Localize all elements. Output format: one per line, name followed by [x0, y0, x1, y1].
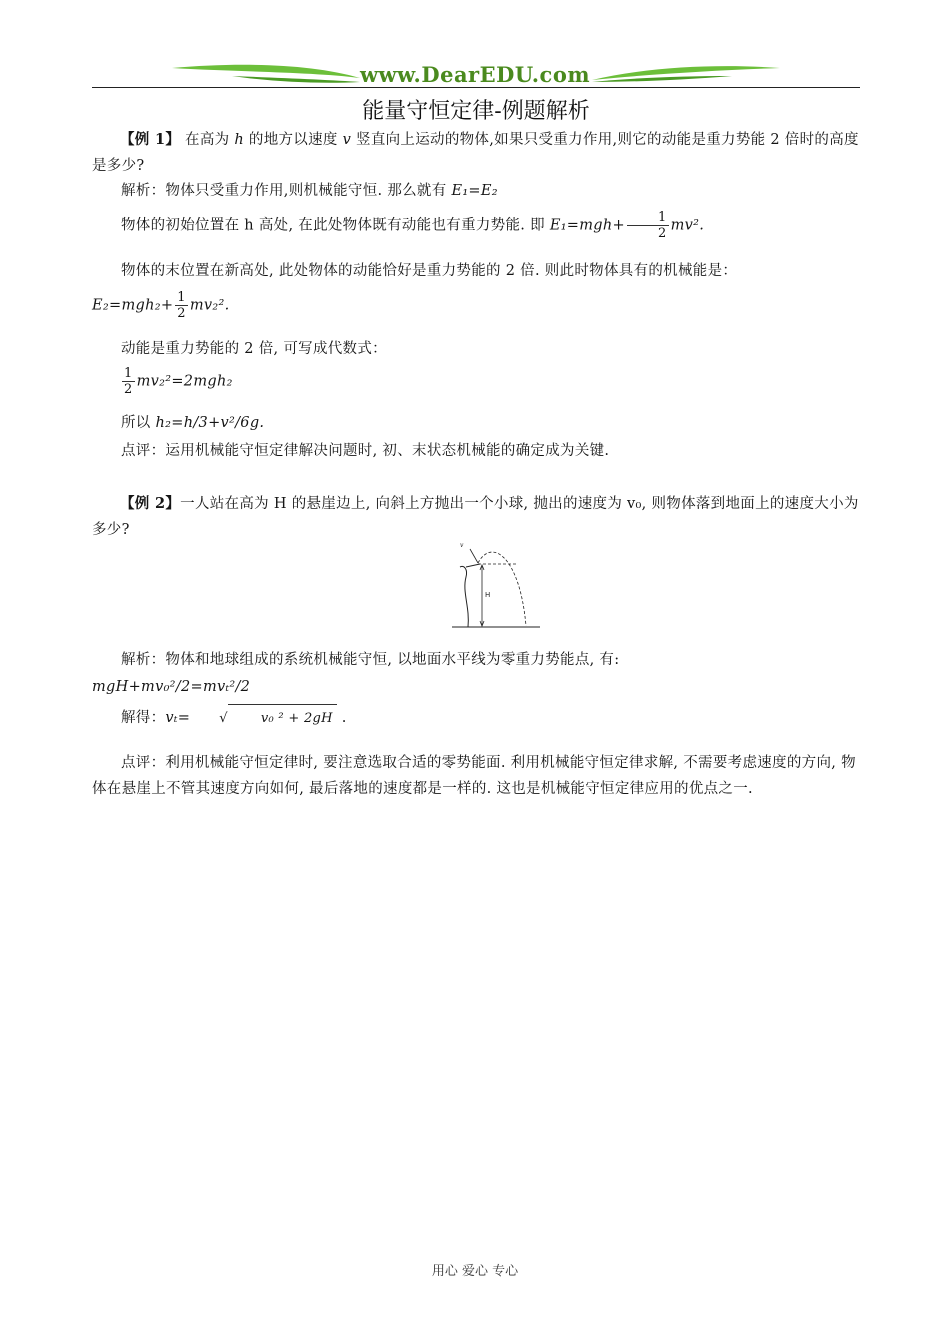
ex1-analysis-3-eq: E₂=mgh₂+ $\frac{1}{2}$ mv₂². — [92, 290, 230, 321]
ex1-question: 【例 1】 在高为 h 的地方以速度 v 竖直向上运动的物体,如果只受重力作用,则它的动能是重力势能 2 倍时的高度是多少? — [92, 131, 859, 174]
page-title: 能量守恒定律-例题解析 — [362, 99, 590, 124]
fraction-half: $\frac{1}{2}$ — [124, 366, 133, 397]
left-swoosh — [172, 65, 360, 78]
page-footer: 用心 爱心 专心 — [431, 1264, 519, 1279]
velocity-arrow — [470, 549, 478, 563]
cliff-diagram — [440, 537, 550, 633]
ex1-analysis-3: 物体的末位置在新高处, 此处物体的动能恰好是重力势能的 2 倍. 则此时物体具有的机械能是： — [121, 263, 738, 279]
left-swoosh-tail — [232, 76, 360, 83]
site-logo[interactable]: www.DearEDU.com — [359, 62, 591, 87]
header-rule — [92, 87, 860, 88]
ex1-label: 【例 1】 — [120, 131, 181, 148]
cliff-outline — [460, 566, 468, 627]
ex1-comment: 点评：运用机械能守恒定律解决问题时, 初、末状态机械能的确定成为关键. — [121, 443, 610, 459]
ex1-analysis-1: 解析：物体只受重力作用,则机械能守恒. 那么就有 E₁=E₂ — [121, 183, 498, 199]
ex1-analysis-4: 动能是重力势能的 2 倍, 可写成代数式： — [121, 341, 387, 357]
ex2-analysis-eq: mgH+mv₀²/2=mvₜ²/2 — [92, 679, 251, 695]
ex2-question: 【例 2】一人站在高为 H 的悬崖边上, 向斜上方抛出一个小球, 抛出的速度为 v₀, 则物体落到地面上的速度大小为多少? — [92, 495, 859, 538]
ex2-analysis-2: 解得：vₜ= √ v₀ ² + 2gH . — [92, 704, 860, 732]
height-label: H — [485, 591, 491, 599]
ex1-analysis-6: 所以 h₂=h/3+v²/6g. — [121, 415, 265, 431]
fraction-half: $\frac{1}{2}$ — [627, 210, 669, 241]
sqrt-expression: √ v₀ ² + 2gH — [190, 704, 337, 732]
cliff-top — [466, 564, 480, 567]
ex2-analysis-1: 解析：物体和地球组成的系统机械能守恒, 以地面水平线为零重力势能点, 有: — [121, 652, 620, 668]
ex2-label: 【例 2】 — [120, 495, 181, 512]
ex2-comment: 点评：利用机械能守恒定律时, 要注意选取合适的零势能面. 利用机械能守恒定律求解, 不需要考虑速度的方向, 物体在悬崖上不管其速度方向如何, 最后落地的速度都是一样的. 这也是机械能守恒定律应用的优点之一. — [92, 755, 856, 797]
velocity-label: v — [460, 542, 464, 549]
trajectory-curve — [478, 552, 526, 626]
ex1-analysis-5: $\frac{1}{2}$ mv₂²=2mgh₂ — [124, 366, 233, 397]
ex1-analysis-2: 物体的初始位置在 h 高处, 在此处物体既有动能也有重力势能. 即 E₁=mgh+ $\frac{1}{2}$ mv². — [121, 210, 705, 241]
fraction-half: $\frac{1}{2}$ — [177, 290, 186, 321]
